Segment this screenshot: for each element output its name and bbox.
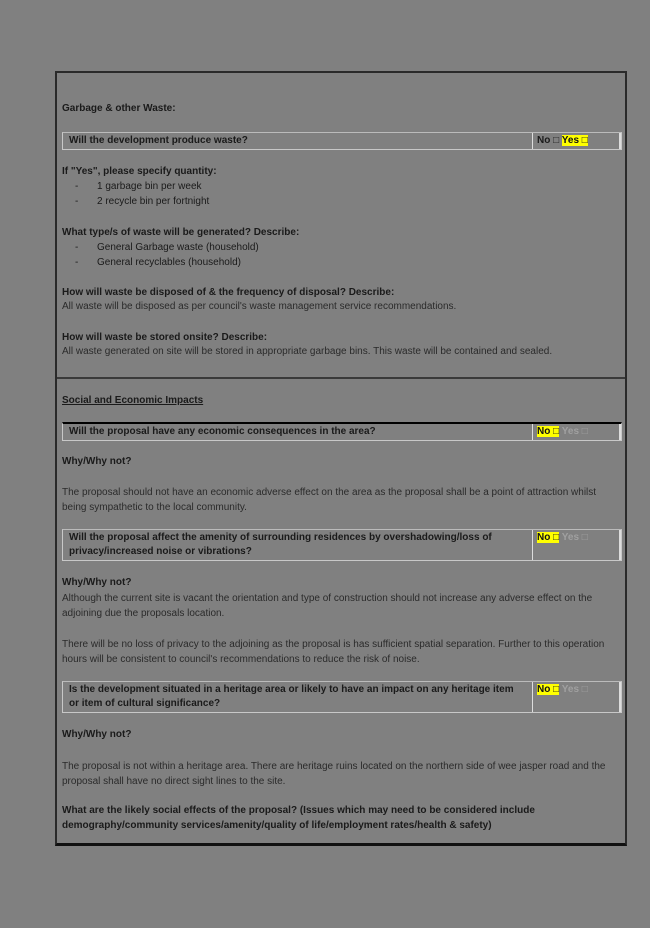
waste-heading: Garbage & other Waste: <box>62 103 176 114</box>
question-heritage <box>62 681 622 713</box>
why-label: Why/Why not? <box>62 456 132 467</box>
answer-options <box>533 133 621 149</box>
type-label: What type/s of waste will be generated? Describe: <box>62 227 300 238</box>
section-divider <box>57 377 625 379</box>
answer-options <box>533 682 621 712</box>
amenity-answer-2: There will be no loss of privacy to the adjoining as the proposal is has sufficient spatial separation. Further to this operation hours will be consistent to council's recommendations to reduce the risk of noise. <box>62 639 605 665</box>
question-economic <box>62 422 622 441</box>
option-no-selected[interactable]: No □ <box>537 532 560 543</box>
list-item: - General Garbage waste (household) <box>75 242 259 253</box>
question-text: Is the development situated in a heritage area or likely to have an impact on any heritage item or item of cultural significance? <box>63 682 533 712</box>
option-yes[interactable]: Yes □ <box>561 426 588 437</box>
option-no-selected[interactable]: No □ <box>537 426 560 437</box>
answer-options <box>533 530 621 560</box>
option-yes-selected[interactable]: Yes □ <box>561 135 588 146</box>
quantity-label: If "Yes", please specify quantity: <box>62 166 217 177</box>
answer-options <box>533 424 621 440</box>
question-text: Will the proposal affect the amenity of surrounding residences by overshadowing/loss of privacy/increased noise or vibrations? <box>63 530 533 560</box>
option-no[interactable]: No □ <box>537 135 560 146</box>
option-yes[interactable]: Yes □ <box>561 684 588 695</box>
amenity-answer-1: Although the current site is vacant the orientation and type of construction should not increase any adverse effect on the adjoining due the proposals location. <box>62 593 593 619</box>
list-item: - General recyclables (household) <box>75 257 241 268</box>
heritage-answer: The proposal is not within a heritage area. There are heritage ruins located on the northern side of wee jasper road and the proposal shall have no direct sight lines to the site. <box>62 761 606 787</box>
dispose-answer: All waste will be disposed as per council's waste management service recommendations. <box>62 301 457 312</box>
document-page <box>55 71 627 846</box>
store-label: How will waste be stored onsite? Describe: <box>62 332 268 343</box>
question-text: Will the development produce waste? <box>63 133 533 149</box>
store-answer: All waste generated on site will be stored in appropriate garbage bins. This waste will be contained and sealed. <box>62 346 553 357</box>
question-amenity <box>62 529 622 561</box>
list-item: - 1 garbage bin per week <box>75 181 202 192</box>
question-produce-waste <box>62 132 622 150</box>
question-text: Will the proposal have any economic consequences in the area? <box>63 424 533 440</box>
social-heading: Social and Economic Impacts <box>62 395 204 406</box>
dispose-label: How will waste be disposed of & the frequency of disposal? Describe: <box>62 287 395 298</box>
list-item: - 2 recycle bin per fortnight <box>75 196 210 207</box>
option-no-selected[interactable]: No □ <box>537 684 560 695</box>
economic-answer: The proposal should not have an economic adverse effect on the area as the proposal shall be a point of attraction whilst being sympathetic to the local community. <box>62 487 597 513</box>
why-label: Why/Why not? <box>62 577 132 588</box>
option-yes[interactable]: Yes □ <box>561 532 588 543</box>
why-label: Why/Why not? <box>62 729 132 740</box>
social-effects-question: What are the likely social effects of the proposal? (Issues which may need to be considered include demography/community services/amenity/quality of life/employment rates/health & safety) <box>62 805 535 831</box>
